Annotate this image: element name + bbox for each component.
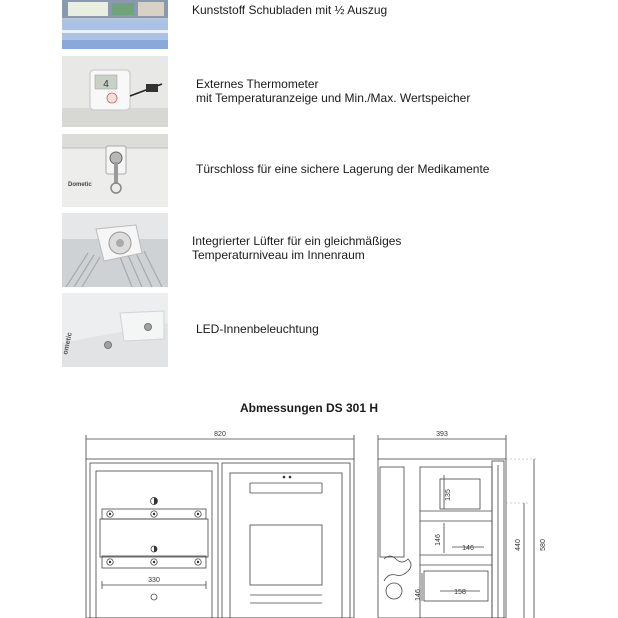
thermometer-readout: 4 [103,79,109,90]
svg-text:ometic: ometic [62,331,74,356]
dim-shelf-height-mid: 146 [435,534,442,546]
dimension-drawing [0,425,618,618]
dim-shelf-depth-mid: 146 [462,545,474,552]
dimensions-title: Abmessungen DS 301 H [239,401,379,415]
dim-inner-height: 440 [515,539,522,551]
dim-shelf-depth-low: 158 [454,589,466,596]
dim-inner-width: 330 [148,577,160,584]
feature-fan: Integrierter Lüfter für ein gleichmäßiges Temperaturniveau im Innenraum [192,234,402,262]
brand-logo: Dometic [68,182,92,188]
dim-shelf-height-low: 146 [415,589,422,601]
led-light-photo [62,293,168,367]
dim-depth-total: 393 [436,431,448,438]
dim-total-height: 580 [540,539,547,551]
feature-plastic-drawers: Kunststoff Schubladen mit ½ Auszug [192,3,388,17]
dim-shelf-height-top: 135 [445,489,452,501]
feature-thermometer: Externes Thermometer mit Temperaturanzeige und Min./Max. Wertspeicher [196,77,471,105]
plastic-drawers-photo [62,0,168,49]
door-lock-photo [62,134,168,207]
fan-photo [62,213,168,287]
feature-led-lighting: LED-Innenbeleuchtung [196,322,319,336]
dim-width-total: 820 [214,431,226,438]
feature-door-lock: Türschloss für eine sichere Lagerung der Medikamente [196,162,490,176]
thermometer-photo [62,56,168,127]
